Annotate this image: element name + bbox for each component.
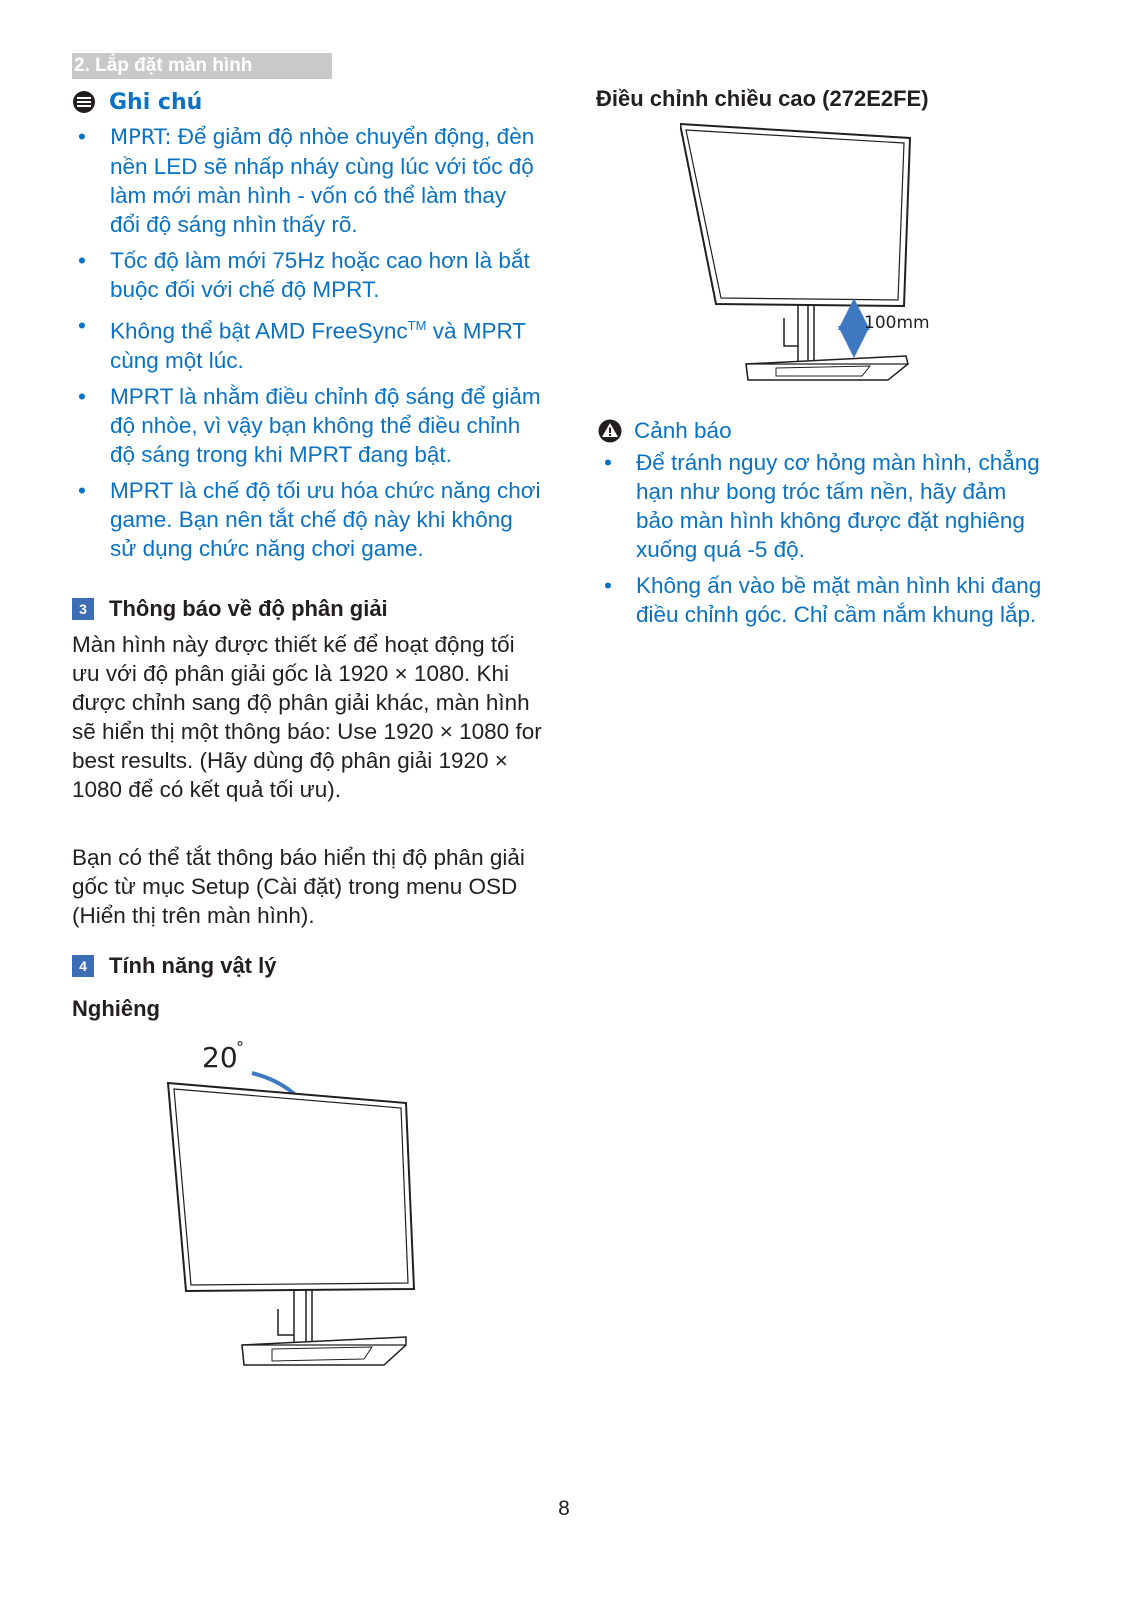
list-item bbox=[598, 571, 1048, 629]
list-item bbox=[72, 476, 542, 563]
height-range-label: 100mm bbox=[864, 313, 930, 333]
tilt-angle-up: 20 bbox=[202, 1041, 238, 1074]
note-title: Ghi chú bbox=[109, 89, 203, 115]
section-title: Thông báo về độ phân giải bbox=[109, 596, 388, 621]
section-number-badge: 3 bbox=[72, 598, 94, 620]
list-item bbox=[72, 382, 542, 469]
warning-title: Cảnh báo bbox=[634, 418, 732, 443]
section-number-badge: 4 bbox=[72, 955, 94, 977]
note-heading bbox=[73, 88, 202, 116]
height-heading: Điều chỉnh chiều cao (272E2FE) bbox=[596, 86, 929, 111]
warning-list bbox=[598, 448, 1048, 636]
trademark-sup: TM bbox=[407, 318, 427, 333]
list-item bbox=[72, 122, 542, 239]
page-number: 8 bbox=[558, 1497, 570, 1520]
resolution-paragraph-2: Bạn có thể tắt thông báo hiển thị độ phân giải gốc từ mục Setup (Cài đặt) trong menu OSD (Hiển thị trên màn hình). bbox=[72, 845, 525, 928]
resolution-paragraph-1: Màn hình này được thiết kế để hoạt động tối ưu với độ phân giải gốc là 1920 × 1080. Khi được chỉnh sang độ phân giải khác, màn hình sẽ hiển thị một thông báo: Use 1920 × 1080 for best results. (Hãy dùng độ phân giải 1920 × 1080 để có kết quả tối ưu). bbox=[72, 632, 542, 802]
note-item-text: Không thể bật AMD FreeSync bbox=[110, 318, 408, 344]
tilt-illustration bbox=[160, 1035, 440, 1375]
warning-item-text: Không ấn vào bề mặt màn hình khi đang điều chỉnh góc. Chỉ cầm nắm khung lắp. bbox=[636, 573, 1042, 627]
note-icon bbox=[73, 91, 95, 113]
warning-icon bbox=[598, 419, 622, 443]
section-header-tab: 2. Lắp đặt màn hình bbox=[72, 53, 332, 79]
warning-heading bbox=[598, 418, 732, 444]
note-list bbox=[72, 122, 542, 570]
section-3-heading bbox=[72, 596, 388, 622]
note-item-text: và MPRT cùng một lúc. bbox=[110, 318, 526, 373]
section-4-heading bbox=[72, 953, 276, 979]
bullet: • bbox=[78, 124, 86, 149]
note-item-text: MPRT là chế độ tối ưu hóa chức năng chơi game. Bạn nên tắt chế độ này khi không sử dụng chức năng chơi game. bbox=[110, 477, 541, 561]
bullet: • bbox=[78, 248, 86, 273]
bullet: • bbox=[78, 383, 86, 409]
bullet: • bbox=[604, 450, 612, 475]
list-item bbox=[72, 246, 542, 304]
note-item-text: MPRT là nhằm điều chỉnh độ sáng để giảm độ nhòe, vì vậy bạn không thể điều chỉnh độ sáng trong khi MPRT đang bật. bbox=[110, 383, 541, 467]
note-item-prefix: MPRT: bbox=[110, 125, 172, 149]
bullet: • bbox=[604, 573, 612, 598]
section-title: Tính năng vật lý bbox=[109, 953, 277, 978]
note-item-text: Để giảm độ nhòe chuyển động, đèn nền LED sẽ nhấp nháy cùng lúc với tốc độ làm mới màn hình - vốn có thể làm thay đổi độ sáng nhìn thấy rõ. bbox=[110, 124, 535, 237]
bullet: • bbox=[78, 313, 86, 338]
list-item bbox=[598, 448, 1048, 564]
warning-item-text: Để tránh nguy cơ hỏng màn hình, chẳng hạn như bong tróc tấm nền, hãy đảm bảo màn hình không được đặt nghiêng xuống quá -5 độ. bbox=[636, 450, 1040, 562]
tilt-heading: Nghiêng bbox=[72, 996, 160, 1021]
list-item bbox=[72, 311, 542, 375]
tilt-degree-up: ° bbox=[236, 1038, 244, 1057]
note-item-text: Tốc độ làm mới 75Hz hoặc cao hơn là bắt buộc đối với chế độ MPRT. bbox=[110, 248, 530, 302]
height-illustration bbox=[680, 118, 970, 388]
bullet: • bbox=[78, 477, 86, 503]
